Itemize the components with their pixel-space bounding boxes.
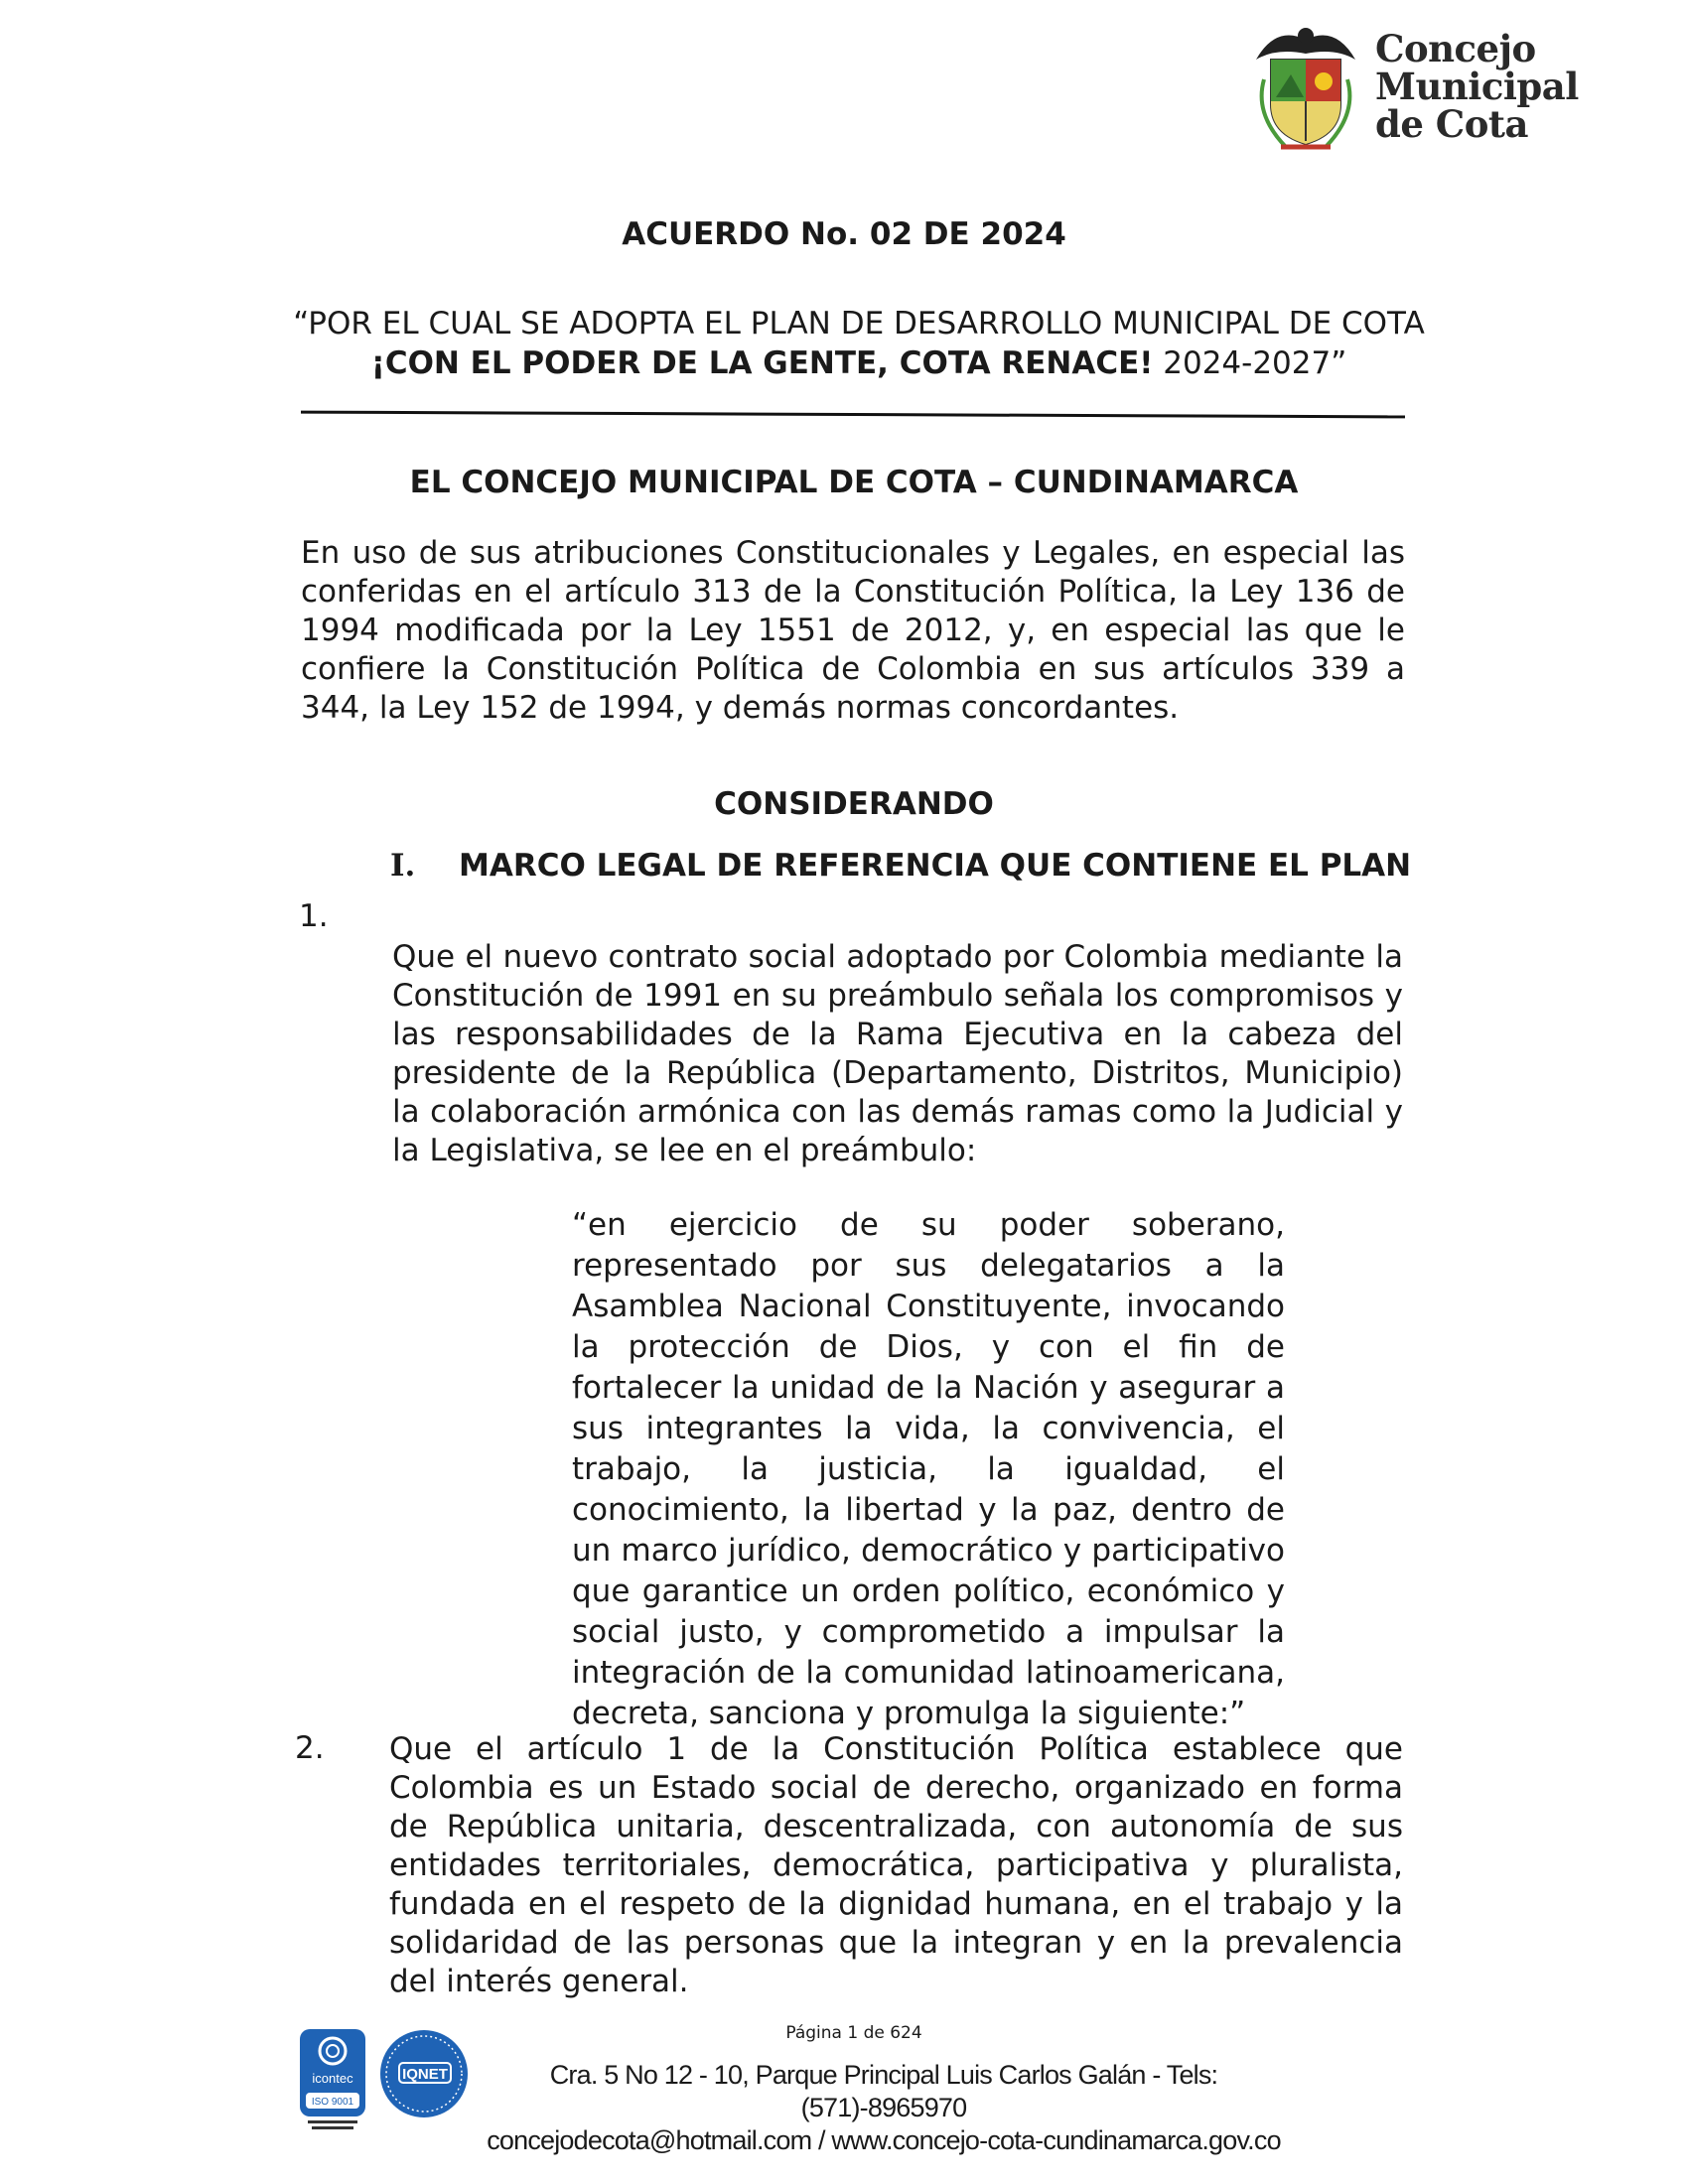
plan-period: 2024-2027” xyxy=(1153,345,1347,381)
section-title: MARCO LEGAL DE REFERENCIA QUE CONTIENE EL PLAN xyxy=(459,848,1412,884)
section-number: I. xyxy=(390,848,416,884)
council-heading: EL CONCEJO MUNICIPAL DE COTA – CUNDINAMARCA xyxy=(409,465,1299,500)
concejo-logo xyxy=(1236,20,1579,159)
iqnet-label: IQNET xyxy=(402,2066,448,2083)
icontec-cert-icon xyxy=(298,2027,367,2134)
coat-of-arms-icon xyxy=(1236,20,1375,159)
document-title: ACUERDO No. 02 DE 2024 xyxy=(622,216,1066,252)
item-1-text: Que el nuevo contrato social adoptado por Colombia mediante la Constitución de 1991 en su preámbulo señala los compromisos y las responsabilidades de la Rama Ejecutiva en la cabeza del presidente de la República (Departamento, Distritos, Municipio) la colaboración armónica con las demás ramas como la Judicial y la Legislativa, se lee en el preámbulo: xyxy=(392,939,1403,1168)
footer-address: Cra. 5 No 12 - 10, Parque Principal Luis Carlos Galán - Tels: (571)-8965970 xyxy=(549,2060,1218,2122)
intro-paragraph: En uso de sus atribuciones Constitucionales y Legales, en especial las conferidas en el artículo 313 de la Constitución Política, la Ley 136 de 1994 modificada por la Ley 1551 de 2012, y, en especial las que le confiere la Constitución Política de Colombia en sus artículos 339 a 344, la Ley 152 de 1994, y demás normas concordantes. xyxy=(301,535,1405,726)
plan-name: ¡CON EL PODER DE LA GENTE, COTA RENACE! xyxy=(370,345,1154,381)
document-subtitle-line-1: “POR EL CUAL SE ADOPTA EL PLAN DE DESARROLLO MUNICIPAL DE COTA xyxy=(293,306,1425,341)
footer-contact xyxy=(487,2059,1281,2157)
logo-line-2: Municipal xyxy=(1375,65,1579,108)
item-1-number: 1. xyxy=(299,898,329,934)
icontec-label: icontec xyxy=(312,2071,353,2086)
item-2-number: 2. xyxy=(295,1730,325,1766)
preamble-quote: “en ejercicio de su poder soberano, representado por sus delegatarios a la Asamblea Nacional Constituyente, invocando la protección de Dios, y con el fin de fortalecer la unidad de la Nación y asegurar a sus integrantes la vida, la convivencia, el trabajo, la justicia, la igualdad, el conocimiento, la libertad y la paz, dentro de un marco jurídico, democrático y participativo que garantice un orden político, económico y social justo, y comprometido a impulsar la integración de la comunidad latinoamericana, decreta, sanciona y promulga la siguiente:” xyxy=(572,1207,1285,1731)
footer-email-web: concejodecota@hotmail.com / www.concejo-cota-cundinamarca.gov.co xyxy=(487,2125,1281,2155)
item-2-text: Que el artículo 1 de la Constitución Política establece que Colombia es un Estado social de derecho, organizado en forma de República unitaria, descentralizada, con autonomía de sus entidades territoriales, democrática, participativa y pluralista, fundada en el respeto de la dignidad humana, en el trabajo y la solidaridad de las personas que la integran y en la prevalencia del interés general. xyxy=(389,1731,1403,1999)
document-subtitle-line-2 xyxy=(0,345,1688,381)
logo-line-1: Concejo xyxy=(1375,27,1536,70)
logo-text xyxy=(1375,27,1579,146)
iso-label: ISO 9001 xyxy=(311,2097,354,2108)
logo-line-3: de Cota xyxy=(1375,102,1528,146)
considerando-heading: CONSIDERANDO xyxy=(714,786,994,822)
page-number: Página 1 de 624 xyxy=(785,2023,922,2043)
title-divider xyxy=(301,411,1405,419)
